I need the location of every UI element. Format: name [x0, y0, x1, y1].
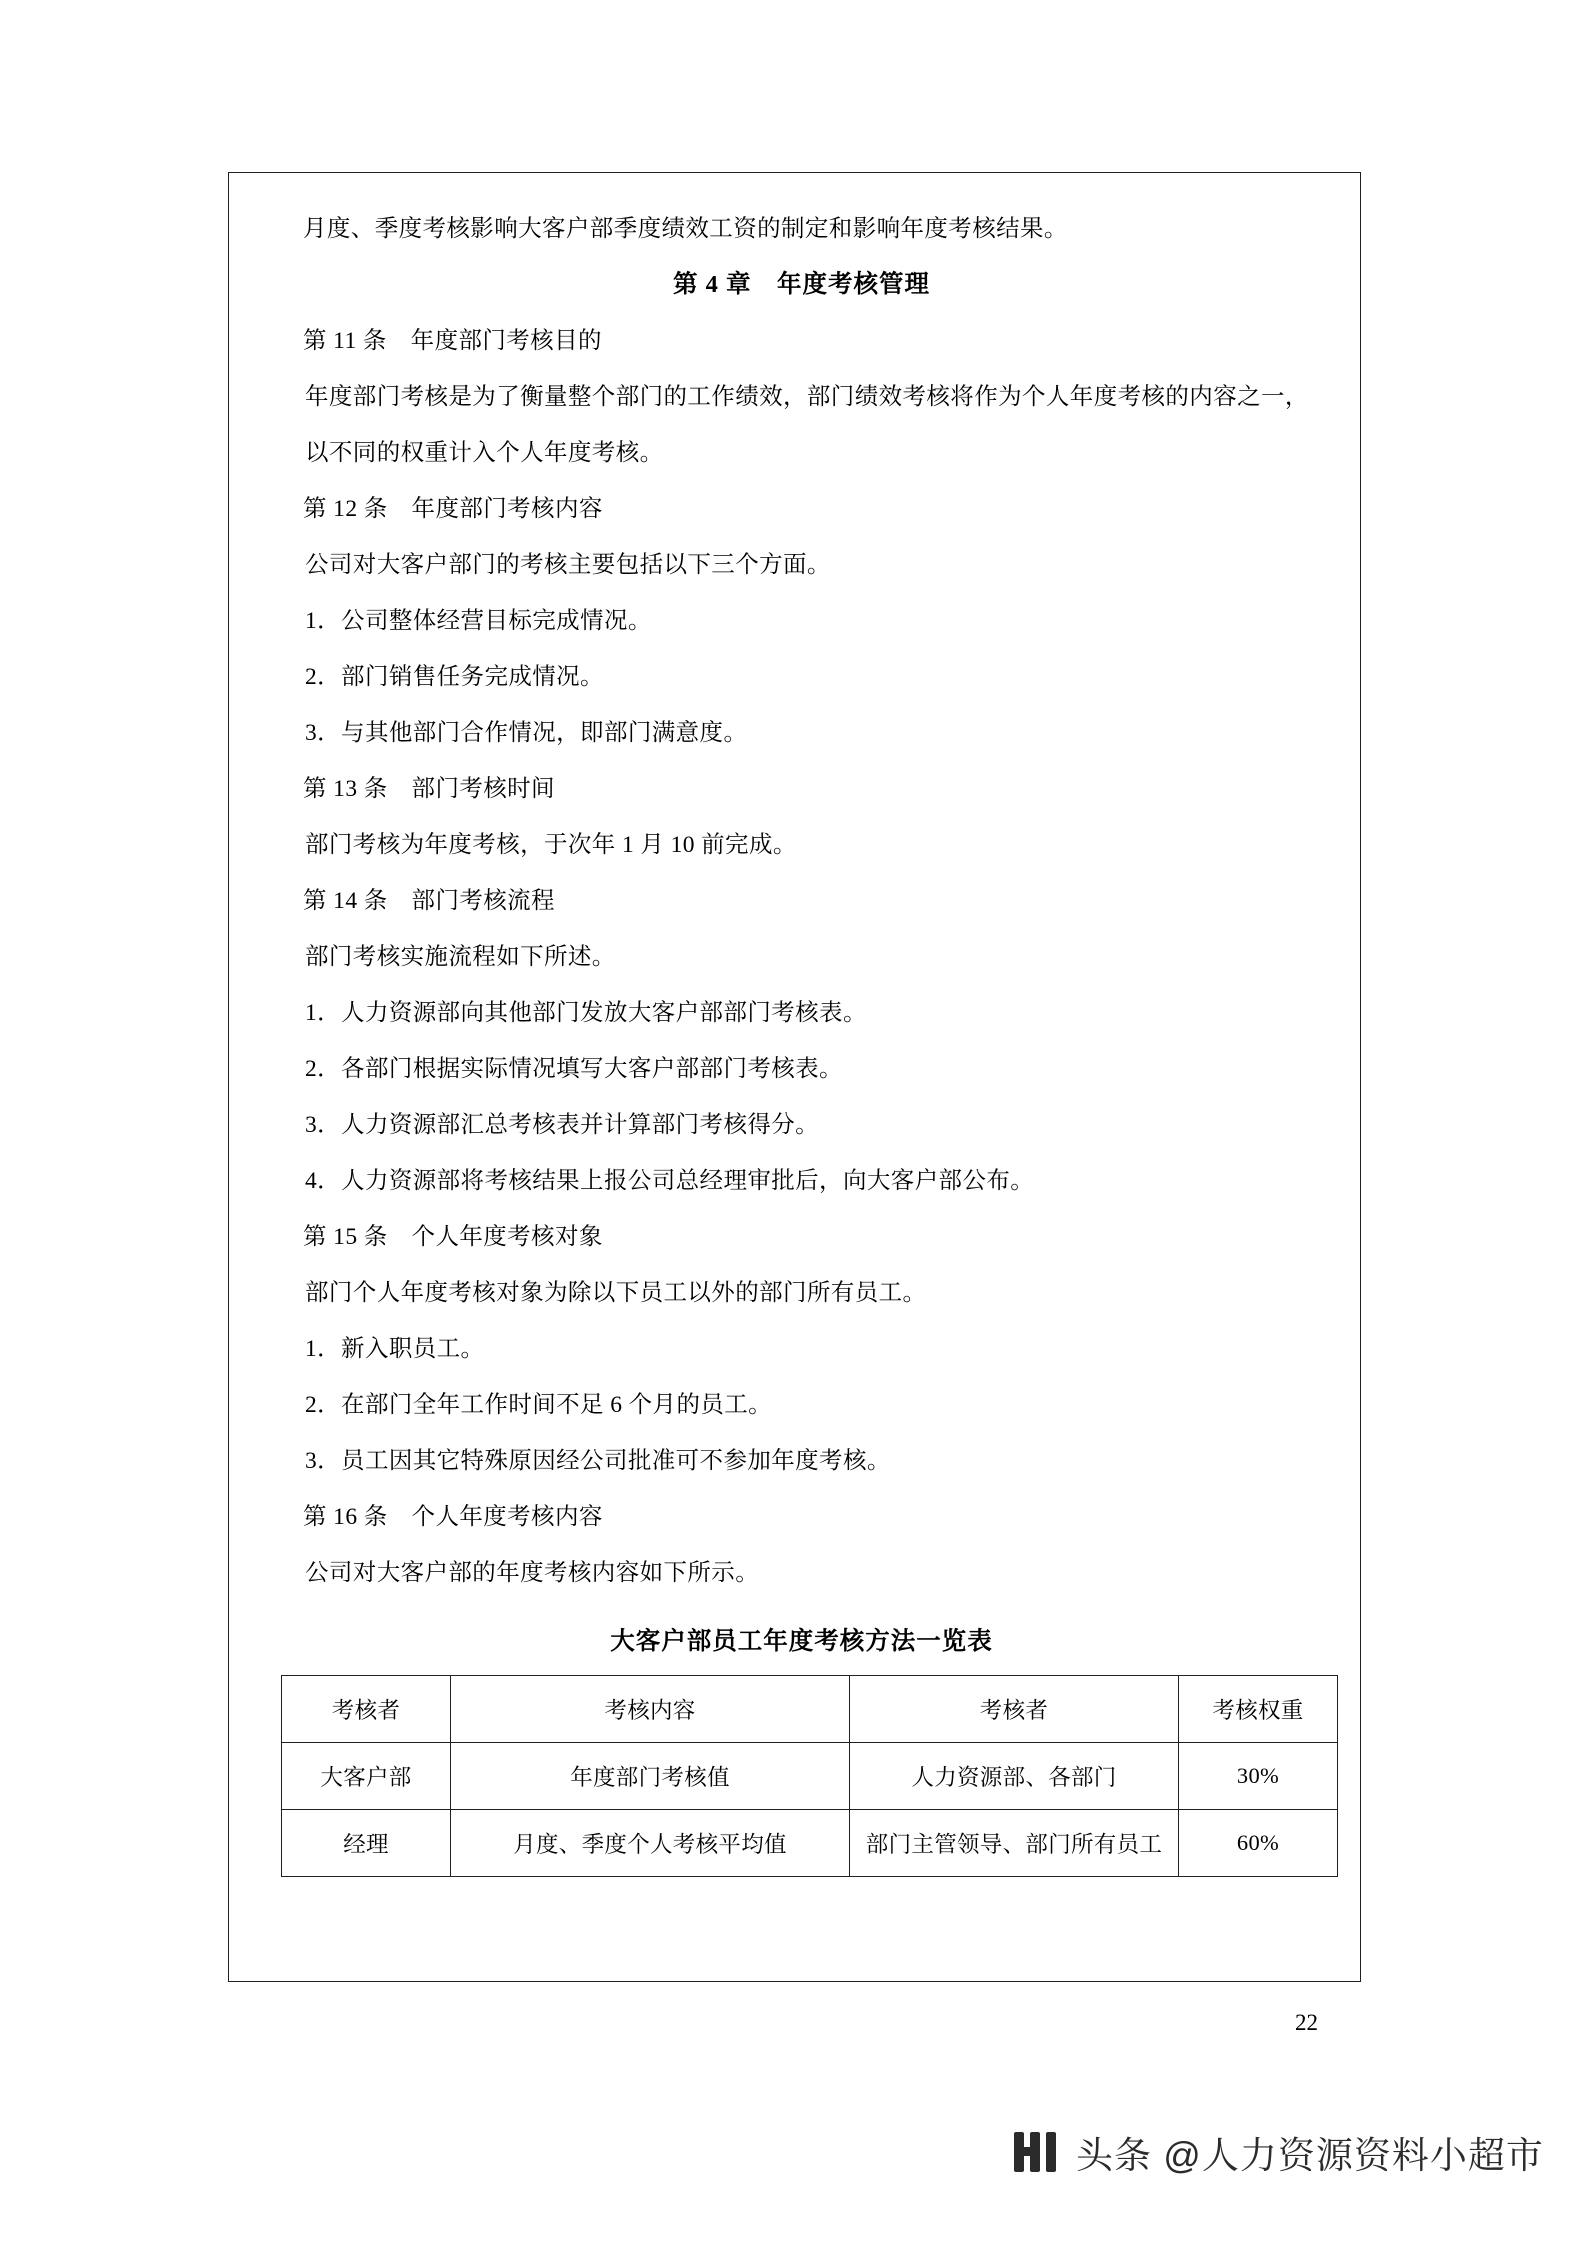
- table-row: [282, 1743, 1338, 1810]
- clause-12-item-2: 2．部门销售任务完成情况。: [305, 664, 604, 690]
- clause-13-title: 第 13 条 部门考核时间: [303, 776, 555, 802]
- table-cell-content: 年度部门考核值: [451, 1743, 850, 1810]
- document-page-frame: [228, 172, 1361, 1982]
- page-number: 22: [1295, 2010, 1318, 2035]
- table-header-weight: 考核权重: [1179, 1676, 1338, 1743]
- table-cell-assessor-2: 人力资源部、各部门: [850, 1743, 1179, 1810]
- clause-14-body: 部门考核实施流程如下所述。: [305, 944, 616, 970]
- table-cell-assessor-2: 部门主管领导、部门所有员工: [850, 1810, 1179, 1877]
- clause-14-item-1: 1．人力资源部向其他部门发放大客户部部门考核表。: [305, 1000, 867, 1026]
- table-cell-assessor: 大客户部: [282, 1743, 451, 1810]
- table-header-assessor-2: 考核者: [850, 1676, 1179, 1743]
- clause-14-item-4: 4．人力资源部将考核结果上报公司总经理审批后，向大客户部公布。: [305, 1168, 1035, 1194]
- paragraph-top-line: 月度、季度考核影响大客户部季度绩效工资的制定和影响年度考核结果。: [303, 216, 1068, 242]
- table-header-content: 考核内容: [451, 1676, 850, 1743]
- clause-11-body: 年度部门考核是为了衡量整个部门的工作绩效，部门绩效考核将作为个人年度考核的内容之一，以不同的权重计入个人年度考核。: [305, 384, 1309, 466]
- clause-14-item-3: 3．人力资源部汇总考核表并计算部门考核得分。: [305, 1112, 820, 1138]
- annual-assessment-table: [281, 1675, 1338, 1877]
- clause-16-body: 公司对大客户部的年度考核内容如下所示。: [305, 1560, 760, 1586]
- clause-16-title: 第 16 条 个人年度考核内容: [303, 1504, 603, 1530]
- clause-15-body: 部门个人年度考核对象为除以下员工以外的部门所有员工。: [305, 1280, 927, 1306]
- clause-11-title: 第 11 条 年度部门考核目的: [303, 328, 602, 354]
- clause-12-title: 第 12 条 年度部门考核内容: [303, 496, 603, 522]
- brand-label: 头条 @人力资源资料小超市: [1076, 2135, 1544, 2176]
- clause-13-body: 部门考核为年度考核，于次年 1 月 10 前完成。: [305, 832, 797, 858]
- document-body: [281, 201, 1322, 1971]
- clause-12-body: 公司对大客户部门的考核主要包括以下三个方面。: [305, 552, 831, 578]
- clause-12-item-1: 1．公司整体经营目标完成情况。: [305, 608, 652, 634]
- table-cell-weight: 60%: [1179, 1810, 1338, 1877]
- footer-brand: [1010, 2125, 1544, 2179]
- clause-15-item-2: 2．在部门全年工作时间不足 6 个月的员工。: [305, 1392, 773, 1418]
- table-row: [282, 1810, 1338, 1877]
- table-caption: 大客户部员工年度考核方法一览表: [610, 1628, 993, 1655]
- table-cell-content: 月度、季度个人考核平均值: [451, 1810, 850, 1877]
- toutiao-logo-icon: [1010, 2126, 1062, 2178]
- table-cell-weight: 30%: [1179, 1743, 1338, 1810]
- clause-14-item-2: 2．各部门根据实际情况填写大客户部部门考核表。: [305, 1056, 843, 1082]
- clause-14-title: 第 14 条 部门考核流程: [303, 888, 555, 914]
- table-header-assessor: 考核者: [282, 1676, 451, 1743]
- chapter-heading: 第 4 章 年度考核管理: [673, 271, 930, 298]
- clause-12-item-3: 3．与其他部门合作情况，即部门满意度。: [305, 720, 748, 746]
- table-header-row: [282, 1676, 1338, 1743]
- clause-15-title: 第 15 条 个人年度考核对象: [303, 1224, 603, 1250]
- table-cell-assessor: 经理: [282, 1810, 451, 1877]
- clause-15-item-3: 3．员工因其它特殊原因经公司批准可不参加年度考核。: [305, 1448, 891, 1474]
- clause-15-item-1: 1．新入职员工。: [305, 1336, 485, 1362]
